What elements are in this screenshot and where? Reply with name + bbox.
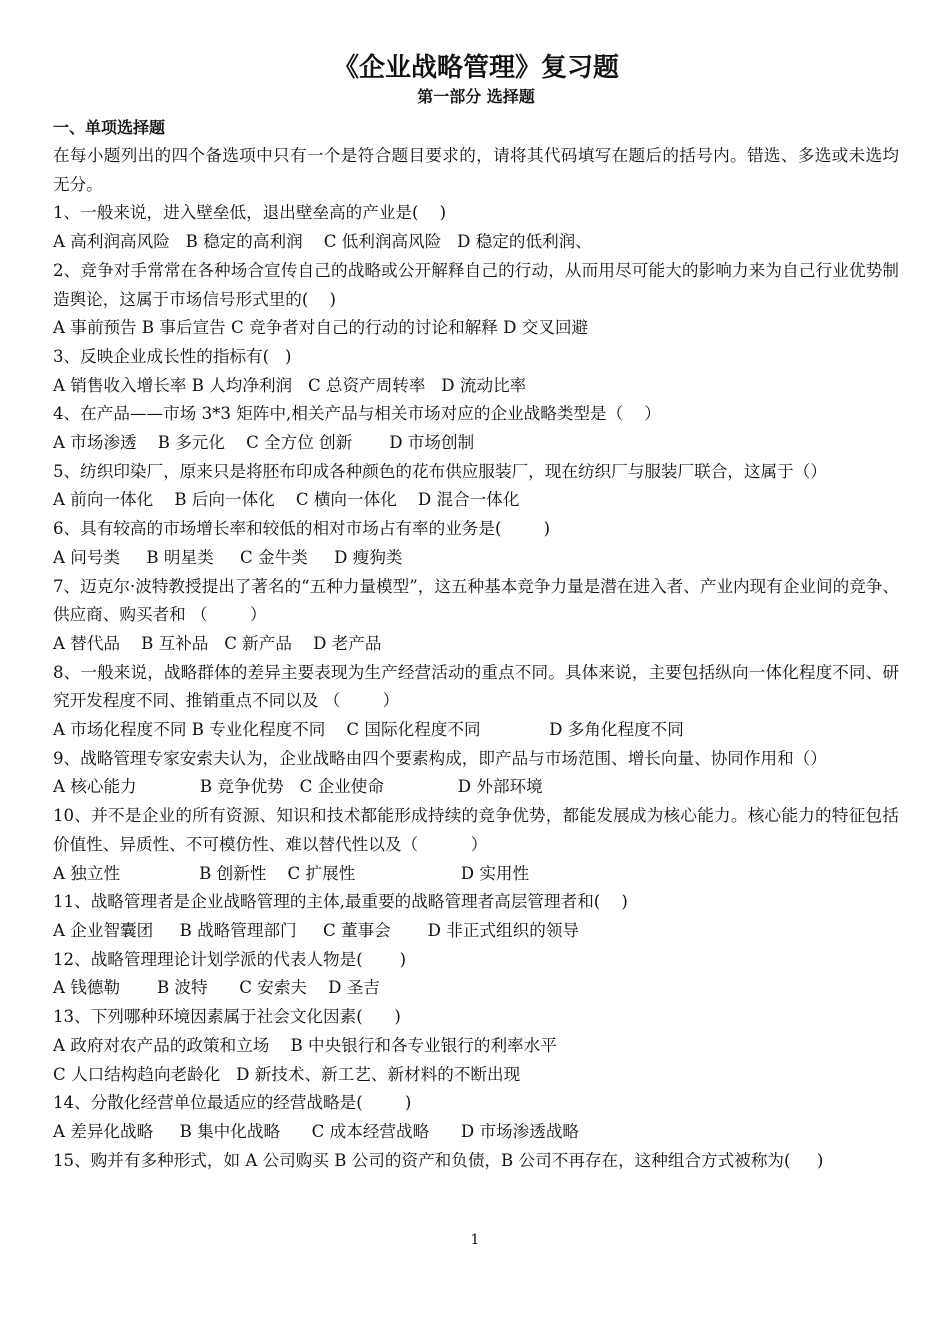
- question-item: [53, 515, 899, 572]
- question-item: [53, 199, 899, 256]
- question-options: A 钱德勒 B 波特 C 安索夫 D 圣吉: [53, 978, 380, 998]
- question-options: A 市场化程度不同 B 专业化程度不同 C 国际化程度不同 D 多角化程度不同: [53, 720, 684, 740]
- question-text: 11、战略管理者是企业战略管理的主体,最重要的战略管理者高层管理者和( ): [53, 892, 628, 912]
- question-text: 7、迈克尔·波特教授提出了著名的“五种力量模型”，这五种基本竞争力量是潜在进入者、产业内现有企业间的竞争、供应商、购买者和 （ ）: [53, 576, 899, 625]
- question-text: 3、反映企业成长性的指标有( ): [53, 346, 292, 366]
- question-text: 12、战略管理理论计划学派的代表人物是( ): [53, 949, 407, 969]
- question-list: [53, 199, 899, 1175]
- question-item: [53, 400, 899, 457]
- question-text: 13、下列哪种环境因素属于社会文化因素( ): [53, 1007, 401, 1027]
- page-title: 《企业战略管理》复习题: [332, 53, 619, 83]
- question-item: [53, 257, 899, 343]
- question-options: A 核心能力 B 竞争优势 C 企业使命 D 外部环境: [53, 777, 543, 797]
- question-item: [53, 745, 899, 802]
- question-item: [53, 573, 899, 659]
- question-options: A 市场渗透 B 多元化 C 全方位 创新 D 市场创制: [53, 433, 475, 453]
- question-options: A 问号类 B 明星类 C 金牛类 D 瘦狗类: [53, 547, 403, 567]
- instruction-text: 在每小题列出的四个备选项中只有一个是符合题目要求的，请将其代码填写在题后的括号内。错选、多选或未选均无分。: [53, 146, 899, 194]
- question-options: A 替代品 B 互补品 C 新产品 D 老产品: [53, 633, 382, 653]
- question-options: A 高利润高风险 B 稳定的高利润 C 低利润高风险 D 稳定的低利润、: [53, 232, 592, 252]
- question-item: [53, 946, 899, 1003]
- question-item: [53, 458, 899, 515]
- question-text: 15、购并有多种形式，如 A 公司购买 B 公司的资产和负债，B 公司不再存在，这种组合方式被称为( ): [53, 1150, 824, 1170]
- section-heading: 一、单项选择题: [53, 118, 166, 137]
- question-text: 10、并不是企业的所有资源、知识和技术都能形成持续的竞争优势，都能发展成为核心能力。核心能力的特征包括价值性、异质性、不可模仿性、难以替代性以及（ ）: [53, 806, 899, 854]
- page-number: 1: [470, 1232, 480, 1248]
- question-text: 4、在产品——市场 3*3 矩阵中,相关产品与相关市场对应的企业战略类型是（ ）: [53, 404, 661, 424]
- question-item: [53, 1089, 899, 1146]
- question-text: 9、战略管理专家安索夫认为，企业战略由四个要素构成，即产品与市场范围、增长向量、协同作用和（）: [53, 748, 827, 768]
- question-options: A 差异化战略 B 集中化战略 C 成本经营战略 D 市场渗透战略: [53, 1121, 580, 1141]
- question-options: A 独立性 B 创新性 C 扩展性 D 实用性: [53, 863, 530, 883]
- question-text: 14、分散化经营单位最适应的经营战略是( ): [53, 1093, 412, 1113]
- question-text: 1、一般来说，进入壁垒低，退出壁垒高的产业是( ): [53, 203, 447, 223]
- question-item: [53, 343, 899, 400]
- question-options: A 前向一体化 B 后向一体化 C 横向一体化 D 混合一体化: [53, 490, 520, 510]
- question-options: A 事前预告 B 事后宣告 C 竞争者对自己的行动的讨论和解释 D 交叉回避: [53, 318, 589, 338]
- question-options: A 企业智囊团 B 战略管理部门 C 董事会 D 非正式组织的领导: [53, 920, 580, 940]
- question-options: A 政府对农产品的政策和立场 B 中央银行和各专业银行的利率水平: [53, 1035, 557, 1055]
- question-item: [53, 1003, 899, 1089]
- question-item: [53, 659, 899, 745]
- question-options: A 销售收入增长率 B 人均净利润 C 总资产周转率 D 流动比率: [53, 375, 527, 395]
- page-subtitle: 第一部分 选择题: [417, 87, 535, 106]
- question-item: [53, 1147, 899, 1176]
- question-options: C 人口结构趋向老龄化 D 新技术、新工艺、新材料的不断出现: [53, 1064, 521, 1084]
- question-text: 5、纺织印染厂，原来只是将胚布印成各种颜色的花布供应服装厂，现在纺织厂与服装厂联合，这属于（）: [53, 461, 827, 481]
- question-item: [53, 802, 899, 888]
- question-item: [53, 888, 899, 945]
- question-text: 2、竞争对手常常在各种场合宣传自己的战略或公开解释自己的行动，从而用尽可能大的影响力来为自己行业优势制造舆论，这属于市场信号形式里的( ): [53, 260, 899, 309]
- question-text: 8、一般来说，战略群体的差异主要表现为生产经营活动的重点不同。具体来说，主要包括纵向一体化程度不同、研究开发程度不同、推销重点不同以及 （ ）: [53, 662, 899, 711]
- document-page: [53, 50, 899, 1175]
- question-text: 6、具有较高的市场增长率和较低的相对市场占有率的业务是( ): [53, 519, 551, 539]
